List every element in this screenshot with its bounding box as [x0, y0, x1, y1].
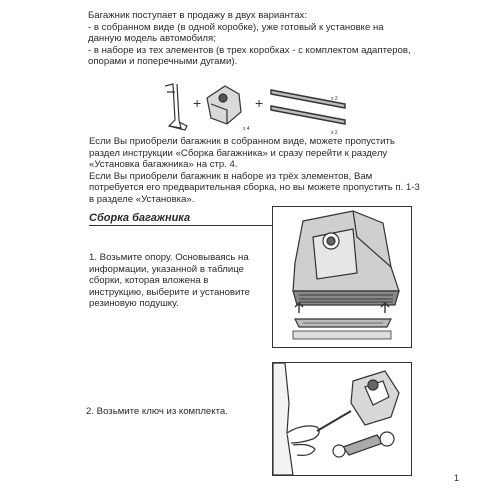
figure-support-pad	[272, 206, 412, 348]
parts-drawing	[155, 80, 355, 136]
adapter-count: x 4	[243, 126, 250, 132]
figure-key	[272, 362, 412, 476]
note-line: раздел инструкции «Сборка багажника» и сразу перейти к разделу	[89, 147, 388, 159]
step-line: сборки, которая вложена в	[89, 275, 209, 287]
intro-paragraph	[88, 10, 433, 68]
assembly-note-paragraph	[89, 136, 434, 206]
page-number: 1	[454, 473, 460, 483]
note-line: Если Вы приобрели багажник в собранном виде, можете пропустить	[89, 136, 395, 147]
plus-sign: +	[255, 95, 264, 111]
roof-foot-drawing	[165, 84, 187, 130]
section-title: Сборка багажника	[89, 212, 279, 226]
bar-count-top: x 2	[331, 96, 338, 102]
note-line: Если Вы приобрели багажник в наборе из трёх элементов, Вам	[89, 170, 373, 182]
step-line: 1. Возьмите опору. Основываясь на	[89, 252, 249, 263]
key-drawing	[273, 363, 411, 475]
bar-count-bottom: x 2	[331, 130, 338, 136]
step-line: информации, указанной в таблице	[89, 263, 244, 275]
step-1-text	[89, 252, 269, 310]
intro-line: опорами и поперечными дугами).	[88, 56, 238, 68]
note-line: в разделе «Установка».	[89, 193, 195, 205]
intro-line: - в собранном виде (в одной коробке), уже готовый к установке на	[88, 21, 384, 33]
parts-illustration	[155, 80, 355, 136]
intro-line: - в наборе из тех элементов (в трех коробках - с комплектом адаптеров,	[88, 44, 411, 56]
support-pad-drawing	[273, 207, 411, 347]
note-line: «Установка багажника» на стр. 4.	[89, 159, 238, 171]
intro-line: Багажник поступает в продажу в двух вариантах:	[88, 10, 308, 21]
step-line: резиновую подушку.	[89, 298, 179, 310]
adapter-drawing	[207, 86, 241, 124]
plus-sign: +	[193, 95, 202, 111]
step-line: инструкцию, выберите и установите	[89, 286, 250, 298]
note-line: потребуется его предварительная сборка, но вы можете пропустить п. 1-3	[89, 182, 420, 194]
step-2-text: 2. Возьмите ключ из комплекта.	[86, 406, 228, 417]
intro-line: данную модель автомобиля;	[88, 33, 216, 45]
